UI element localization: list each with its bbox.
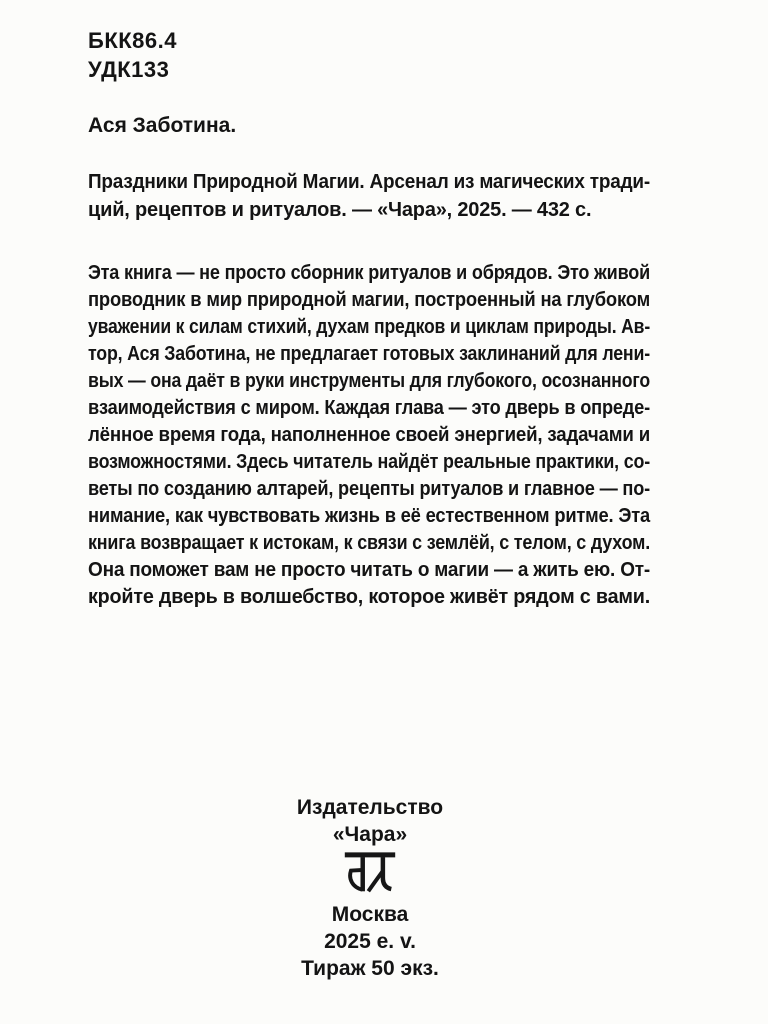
annotation-line-text: вых — она даёт в руки инструменты для глубокого, осознанного bbox=[88, 370, 650, 392]
annotation-line bbox=[88, 424, 650, 451]
annotation-line bbox=[88, 343, 650, 370]
annotation-line-text: проводник в мир природной магии, построенный на глубоком bbox=[88, 289, 650, 311]
annotation-line bbox=[88, 586, 650, 613]
annotation-line bbox=[88, 478, 650, 505]
annotation-line bbox=[88, 532, 650, 559]
classification-codes bbox=[88, 26, 177, 84]
annotation-line-text: веты по созданию алтарей, рецепты ритуалов и главное — по- bbox=[88, 478, 650, 500]
year-line: 2025 е. v. bbox=[324, 930, 416, 953]
annotation-line-text: кройте дверь в волшебство, которое живёт рядом с вами. bbox=[88, 586, 650, 608]
annotation-line bbox=[88, 397, 650, 424]
imprint-block bbox=[0, 794, 740, 982]
city: Москва bbox=[331, 903, 409, 926]
annotation-line-text: книга возвращает к истокам, к связи с землёй, с телом, с духом. bbox=[88, 532, 650, 554]
annotation-line-text: лённое время года, наполненное своей энергией, задачами и bbox=[88, 424, 650, 446]
annotation-line bbox=[88, 370, 650, 397]
annotation-line bbox=[88, 289, 650, 316]
annotation-line-text: уважении к силам стихий, духам предков и циклам природы. Ав- bbox=[88, 316, 650, 338]
annotation-line bbox=[88, 505, 650, 532]
annotation-line-text: взаимодействия с миром. Каждая глава — это дверь в опреде- bbox=[88, 397, 650, 419]
bbk-code: БКК86.4 bbox=[88, 28, 177, 53]
publisher-name: «Чара» bbox=[332, 823, 408, 846]
annotation-line bbox=[88, 559, 650, 586]
biblio-line bbox=[88, 199, 650, 227]
publisher-label: Издательство bbox=[296, 796, 444, 819]
author-name: Ася Заботина. bbox=[88, 114, 237, 137]
biblio-line-text: Праздники Природной Магии. Арсенал из магических тради- bbox=[88, 171, 650, 193]
print-run: Тираж 50 экз. bbox=[301, 957, 439, 980]
annotation-line-text: тор, Ася Заботина, не предлагает готовых заклинаний для лени- bbox=[88, 343, 650, 365]
annotation-line bbox=[88, 451, 650, 478]
biblio-line-text: ций, рецептов и ритуалов. — «Чара», 2025. — 432 с. bbox=[88, 199, 592, 221]
annotation-line bbox=[88, 262, 650, 289]
annotation-line-text: нимание, как чувствовать жизнь в её естественном ритме. Эта bbox=[88, 505, 650, 527]
udk-code: УДК133 bbox=[88, 57, 170, 82]
publisher-logo bbox=[0, 849, 740, 899]
annotation-line bbox=[88, 316, 650, 343]
annotation-paragraph bbox=[88, 262, 650, 613]
bibliographic-record bbox=[88, 171, 650, 227]
annotation-line-text: Эта книга — не просто сборник ритуалов и обрядов. Это живой bbox=[88, 262, 650, 284]
annotation-line-text: возможностями. Здесь читатель найдёт реальные практики, со- bbox=[88, 451, 650, 473]
publisher-logo-icon bbox=[342, 852, 398, 897]
annotation-line-text: Она поможет вам не просто читать о магии — а жить ею. От- bbox=[88, 559, 650, 581]
biblio-line bbox=[88, 171, 650, 199]
